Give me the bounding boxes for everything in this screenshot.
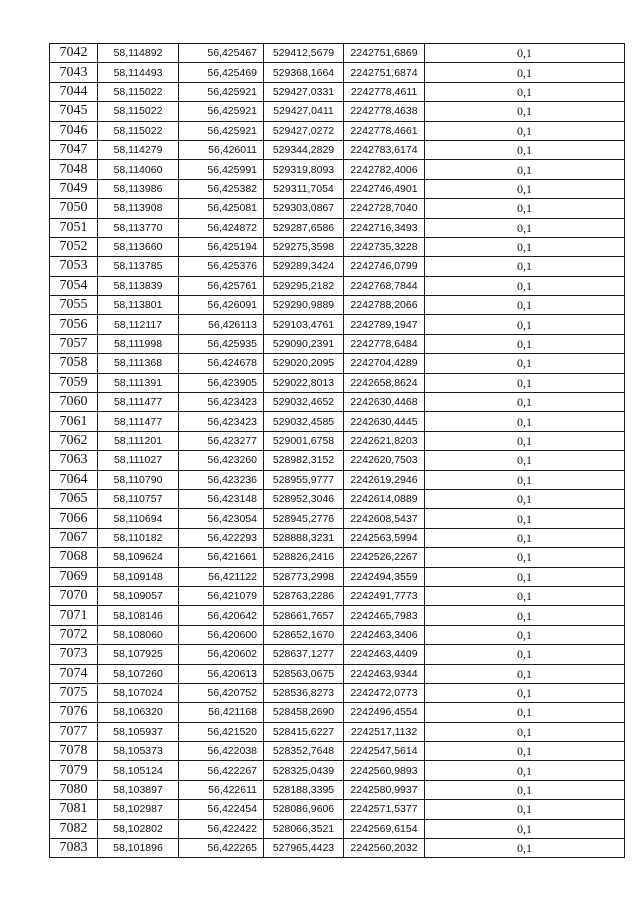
accuracy-cell: 0,1 [425,334,625,353]
table-row [50,373,625,392]
latitude-cell: 58,108146 [98,606,179,625]
table-row [50,567,625,586]
accuracy-cell: 0,1 [425,451,625,470]
y-coordinate-cell: 2242789,1947 [344,315,425,334]
longitude-cell: 56,421168 [179,703,264,722]
y-coordinate-cell: 2242630,4445 [344,412,425,431]
y-coordinate-cell: 2242463,3406 [344,625,425,644]
y-coordinate-cell: 2242751,6874 [344,63,425,82]
y-coordinate-cell: 2242630,4468 [344,393,425,412]
point-number-cell: 7072 [50,625,98,644]
y-coordinate-cell: 2242716,3493 [344,218,425,237]
latitude-cell: 58,111201 [98,431,179,450]
longitude-cell: 56,425194 [179,237,264,256]
x-coordinate-cell: 529289,3424 [264,257,344,276]
x-coordinate-cell: 528945,2776 [264,509,344,528]
y-coordinate-cell: 2242778,4661 [344,121,425,140]
latitude-cell: 58,114892 [98,44,179,63]
longitude-cell: 56,423423 [179,393,264,412]
latitude-cell: 58,111368 [98,354,179,373]
point-number-cell: 7068 [50,548,98,567]
latitude-cell: 58,111391 [98,373,179,392]
point-number-cell: 7071 [50,606,98,625]
accuracy-cell: 0,1 [425,509,625,528]
y-coordinate-cell: 2242496,4554 [344,703,425,722]
longitude-cell: 56,426091 [179,296,264,315]
point-number-cell: 7081 [50,800,98,819]
longitude-cell: 56,426113 [179,315,264,334]
x-coordinate-cell: 529287,6586 [264,218,344,237]
table-row [50,489,625,508]
table-row [50,683,625,702]
latitude-cell: 58,110182 [98,528,179,547]
x-coordinate-cell: 529412,5679 [264,44,344,63]
accuracy-cell: 0,1 [425,276,625,295]
y-coordinate-cell: 2242778,4611 [344,82,425,101]
latitude-cell: 58,110757 [98,489,179,508]
accuracy-cell: 0,1 [425,722,625,741]
longitude-cell: 56,423236 [179,470,264,489]
y-coordinate-cell: 2242569,6154 [344,819,425,838]
accuracy-cell: 0,1 [425,44,625,63]
latitude-cell: 58,111027 [98,451,179,470]
accuracy-cell: 0,1 [425,296,625,315]
longitude-cell: 56,425081 [179,199,264,218]
point-number-cell: 7079 [50,761,98,780]
table-row [50,82,625,101]
longitude-cell: 56,421661 [179,548,264,567]
point-number-cell: 7056 [50,315,98,334]
x-coordinate-cell: 529427,0272 [264,121,344,140]
accuracy-cell: 0,1 [425,683,625,702]
point-number-cell: 7065 [50,489,98,508]
accuracy-cell: 0,1 [425,102,625,121]
longitude-cell: 56,420752 [179,683,264,702]
accuracy-cell: 0,1 [425,839,625,858]
point-number-cell: 7074 [50,664,98,683]
longitude-cell: 56,423148 [179,489,264,508]
longitude-cell: 56,425921 [179,121,264,140]
x-coordinate-cell: 527965,4423 [264,839,344,858]
x-coordinate-cell: 528086,9606 [264,800,344,819]
point-number-cell: 7042 [50,44,98,63]
accuracy-cell: 0,1 [425,218,625,237]
latitude-cell: 58,109057 [98,586,179,605]
latitude-cell: 58,114060 [98,160,179,179]
x-coordinate-cell: 528955,9777 [264,470,344,489]
coordinates-table [49,43,625,858]
longitude-cell: 56,425376 [179,257,264,276]
point-number-cell: 7060 [50,393,98,412]
longitude-cell: 56,425469 [179,63,264,82]
x-coordinate-cell: 529290,9889 [264,296,344,315]
point-number-cell: 7057 [50,334,98,353]
longitude-cell: 56,422267 [179,761,264,780]
longitude-cell: 56,422611 [179,780,264,799]
table-row [50,44,625,63]
table-row [50,586,625,605]
y-coordinate-cell: 2242768,7844 [344,276,425,295]
table-row [50,470,625,489]
y-coordinate-cell: 2242580,9937 [344,780,425,799]
accuracy-cell: 0,1 [425,625,625,644]
accuracy-cell: 0,1 [425,160,625,179]
accuracy-cell: 0,1 [425,431,625,450]
y-coordinate-cell: 2242472,0773 [344,683,425,702]
y-coordinate-cell: 2242614,0889 [344,489,425,508]
latitude-cell: 58,107024 [98,683,179,702]
accuracy-cell: 0,1 [425,237,625,256]
y-coordinate-cell: 2242547,5614 [344,742,425,761]
x-coordinate-cell: 528652,1670 [264,625,344,644]
x-coordinate-cell: 528066,3521 [264,819,344,838]
point-number-cell: 7051 [50,218,98,237]
x-coordinate-cell: 529275,3598 [264,237,344,256]
point-number-cell: 7050 [50,199,98,218]
accuracy-cell: 0,1 [425,489,625,508]
table-row [50,412,625,431]
accuracy-cell: 0,1 [425,412,625,431]
table-row [50,354,625,373]
table-row [50,780,625,799]
y-coordinate-cell: 2242465,7983 [344,606,425,625]
point-number-cell: 7049 [50,179,98,198]
x-coordinate-cell: 528888,3231 [264,528,344,547]
table-row [50,742,625,761]
point-number-cell: 7053 [50,257,98,276]
x-coordinate-cell: 528458,2690 [264,703,344,722]
x-coordinate-cell: 529032,4585 [264,412,344,431]
longitude-cell: 56,422454 [179,800,264,819]
y-coordinate-cell: 2242491,7773 [344,586,425,605]
table-row [50,819,625,838]
longitude-cell: 56,423260 [179,451,264,470]
latitude-cell: 58,105373 [98,742,179,761]
latitude-cell: 58,107925 [98,645,179,664]
y-coordinate-cell: 2242560,9893 [344,761,425,780]
longitude-cell: 56,422265 [179,839,264,858]
latitude-cell: 58,107260 [98,664,179,683]
table-row [50,257,625,276]
accuracy-cell: 0,1 [425,121,625,140]
accuracy-cell: 0,1 [425,470,625,489]
accuracy-cell: 0,1 [425,645,625,664]
latitude-cell: 58,114279 [98,140,179,159]
accuracy-cell: 0,1 [425,780,625,799]
y-coordinate-cell: 2242751,6869 [344,44,425,63]
x-coordinate-cell: 529319,8093 [264,160,344,179]
y-coordinate-cell: 2242728,7040 [344,199,425,218]
point-number-cell: 7083 [50,839,98,858]
longitude-cell: 56,422422 [179,819,264,838]
latitude-cell: 58,109624 [98,548,179,567]
longitude-cell: 56,424678 [179,354,264,373]
point-number-cell: 7046 [50,121,98,140]
accuracy-cell: 0,1 [425,586,625,605]
longitude-cell: 56,421122 [179,567,264,586]
accuracy-cell: 0,1 [425,606,625,625]
y-coordinate-cell: 2242783,6174 [344,140,425,159]
x-coordinate-cell: 529295,2182 [264,276,344,295]
point-number-cell: 7082 [50,819,98,838]
x-coordinate-cell: 529090,2391 [264,334,344,353]
point-number-cell: 7058 [50,354,98,373]
x-coordinate-cell: 528763,2286 [264,586,344,605]
table-row [50,334,625,353]
table-body [50,44,625,858]
table-row [50,296,625,315]
accuracy-cell: 0,1 [425,179,625,198]
longitude-cell: 56,425467 [179,44,264,63]
longitude-cell: 56,424872 [179,218,264,237]
y-coordinate-cell: 2242704,4289 [344,354,425,373]
longitude-cell: 56,425921 [179,102,264,121]
longitude-cell: 56,426011 [179,140,264,159]
table-row [50,645,625,664]
x-coordinate-cell: 528826,2416 [264,548,344,567]
y-coordinate-cell: 2242746,4901 [344,179,425,198]
y-coordinate-cell: 2242563,5994 [344,528,425,547]
point-number-cell: 7080 [50,780,98,799]
latitude-cell: 58,113801 [98,296,179,315]
table-row [50,509,625,528]
table-row [50,431,625,450]
point-number-cell: 7077 [50,722,98,741]
y-coordinate-cell: 2242463,9344 [344,664,425,683]
latitude-cell: 58,105937 [98,722,179,741]
accuracy-cell: 0,1 [425,761,625,780]
x-coordinate-cell: 529032,4652 [264,393,344,412]
point-number-cell: 7061 [50,412,98,431]
longitude-cell: 56,420642 [179,606,264,625]
accuracy-cell: 0,1 [425,664,625,683]
table-row [50,839,625,858]
latitude-cell: 58,101896 [98,839,179,858]
point-number-cell: 7047 [50,140,98,159]
table-row [50,800,625,819]
latitude-cell: 58,109148 [98,567,179,586]
x-coordinate-cell: 528661,7657 [264,606,344,625]
x-coordinate-cell: 529001,6758 [264,431,344,450]
x-coordinate-cell: 528563,0675 [264,664,344,683]
x-coordinate-cell: 529103,4761 [264,315,344,334]
accuracy-cell: 0,1 [425,373,625,392]
x-coordinate-cell: 528352,7648 [264,742,344,761]
table-row [50,528,625,547]
table-row [50,722,625,741]
table-row [50,121,625,140]
x-coordinate-cell: 528773,2998 [264,567,344,586]
table-row [50,315,625,334]
x-coordinate-cell: 528982,3152 [264,451,344,470]
latitude-cell: 58,111477 [98,412,179,431]
accuracy-cell: 0,1 [425,315,625,334]
y-coordinate-cell: 2242620,7503 [344,451,425,470]
y-coordinate-cell: 2242517,1132 [344,722,425,741]
latitude-cell: 58,110694 [98,509,179,528]
accuracy-cell: 0,1 [425,742,625,761]
accuracy-cell: 0,1 [425,800,625,819]
y-coordinate-cell: 2242658,8624 [344,373,425,392]
point-number-cell: 7069 [50,567,98,586]
table-row [50,237,625,256]
x-coordinate-cell: 529368,1664 [264,63,344,82]
accuracy-cell: 0,1 [425,63,625,82]
point-number-cell: 7048 [50,160,98,179]
point-number-cell: 7073 [50,645,98,664]
point-number-cell: 7066 [50,509,98,528]
point-number-cell: 7063 [50,451,98,470]
accuracy-cell: 0,1 [425,393,625,412]
latitude-cell: 58,110790 [98,470,179,489]
latitude-cell: 58,114493 [98,63,179,82]
longitude-cell: 56,425991 [179,160,264,179]
point-number-cell: 7054 [50,276,98,295]
longitude-cell: 56,425921 [179,82,264,101]
table-row [50,393,625,412]
longitude-cell: 56,423423 [179,412,264,431]
latitude-cell: 58,113986 [98,179,179,198]
latitude-cell: 58,102802 [98,819,179,838]
point-number-cell: 7076 [50,703,98,722]
table-row [50,606,625,625]
y-coordinate-cell: 2242526,2267 [344,548,425,567]
accuracy-cell: 0,1 [425,257,625,276]
x-coordinate-cell: 529303,0867 [264,199,344,218]
x-coordinate-cell: 529311,7054 [264,179,344,198]
latitude-cell: 58,115022 [98,121,179,140]
point-number-cell: 7052 [50,237,98,256]
accuracy-cell: 0,1 [425,567,625,586]
accuracy-cell: 0,1 [425,82,625,101]
point-number-cell: 7078 [50,742,98,761]
accuracy-cell: 0,1 [425,199,625,218]
y-coordinate-cell: 2242560,2032 [344,839,425,858]
x-coordinate-cell: 529344,2829 [264,140,344,159]
accuracy-cell: 0,1 [425,703,625,722]
table-row [50,199,625,218]
longitude-cell: 56,420600 [179,625,264,644]
latitude-cell: 58,105124 [98,761,179,780]
point-number-cell: 7043 [50,63,98,82]
latitude-cell: 58,113785 [98,257,179,276]
accuracy-cell: 0,1 [425,140,625,159]
accuracy-cell: 0,1 [425,819,625,838]
latitude-cell: 58,113660 [98,237,179,256]
latitude-cell: 58,113839 [98,276,179,295]
accuracy-cell: 0,1 [425,528,625,547]
y-coordinate-cell: 2242621,8203 [344,431,425,450]
x-coordinate-cell: 529427,0411 [264,102,344,121]
longitude-cell: 56,421520 [179,722,264,741]
x-coordinate-cell: 529427,0331 [264,82,344,101]
longitude-cell: 56,423905 [179,373,264,392]
latitude-cell: 58,102987 [98,800,179,819]
point-number-cell: 7067 [50,528,98,547]
table-row [50,160,625,179]
point-number-cell: 7064 [50,470,98,489]
table-row [50,703,625,722]
table-row [50,63,625,82]
table-row [50,625,625,644]
table-row [50,179,625,198]
latitude-cell: 58,112117 [98,315,179,334]
table-row [50,276,625,295]
y-coordinate-cell: 2242735,3228 [344,237,425,256]
accuracy-cell: 0,1 [425,354,625,373]
longitude-cell: 56,422038 [179,742,264,761]
x-coordinate-cell: 529022,8013 [264,373,344,392]
latitude-cell: 58,111477 [98,393,179,412]
y-coordinate-cell: 2242571,5377 [344,800,425,819]
latitude-cell: 58,106320 [98,703,179,722]
table-row [50,218,625,237]
y-coordinate-cell: 2242778,6484 [344,334,425,353]
longitude-cell: 56,420613 [179,664,264,683]
y-coordinate-cell: 2242494,3559 [344,567,425,586]
point-number-cell: 7044 [50,82,98,101]
y-coordinate-cell: 2242788,2066 [344,296,425,315]
latitude-cell: 58,113770 [98,218,179,237]
latitude-cell: 58,108060 [98,625,179,644]
longitude-cell: 56,422293 [179,528,264,547]
longitude-cell: 56,423054 [179,509,264,528]
point-number-cell: 7062 [50,431,98,450]
y-coordinate-cell: 2242619,2946 [344,470,425,489]
longitude-cell: 56,423277 [179,431,264,450]
table-row [50,140,625,159]
longitude-cell: 56,421079 [179,586,264,605]
latitude-cell: 58,111998 [98,334,179,353]
x-coordinate-cell: 528637,1277 [264,645,344,664]
table-row [50,548,625,567]
latitude-cell: 58,115022 [98,102,179,121]
x-coordinate-cell: 529020,2095 [264,354,344,373]
table-row [50,664,625,683]
longitude-cell: 56,425935 [179,334,264,353]
latitude-cell: 58,113908 [98,199,179,218]
x-coordinate-cell: 528188,3395 [264,780,344,799]
accuracy-cell: 0,1 [425,548,625,567]
table-row [50,761,625,780]
x-coordinate-cell: 528536,8273 [264,683,344,702]
x-coordinate-cell: 528325,0439 [264,761,344,780]
longitude-cell: 56,420602 [179,645,264,664]
y-coordinate-cell: 2242463,4409 [344,645,425,664]
point-number-cell: 7055 [50,296,98,315]
point-number-cell: 7075 [50,683,98,702]
y-coordinate-cell: 2242782,4006 [344,160,425,179]
point-number-cell: 7059 [50,373,98,392]
latitude-cell: 58,103897 [98,780,179,799]
point-number-cell: 7045 [50,102,98,121]
table-row [50,102,625,121]
y-coordinate-cell: 2242778,4638 [344,102,425,121]
table-row [50,451,625,470]
y-coordinate-cell: 2242608,5437 [344,509,425,528]
longitude-cell: 56,425382 [179,179,264,198]
longitude-cell: 56,425761 [179,276,264,295]
y-coordinate-cell: 2242746,0799 [344,257,425,276]
latitude-cell: 58,115022 [98,82,179,101]
x-coordinate-cell: 528415,6227 [264,722,344,741]
point-number-cell: 7070 [50,586,98,605]
x-coordinate-cell: 528952,3046 [264,489,344,508]
